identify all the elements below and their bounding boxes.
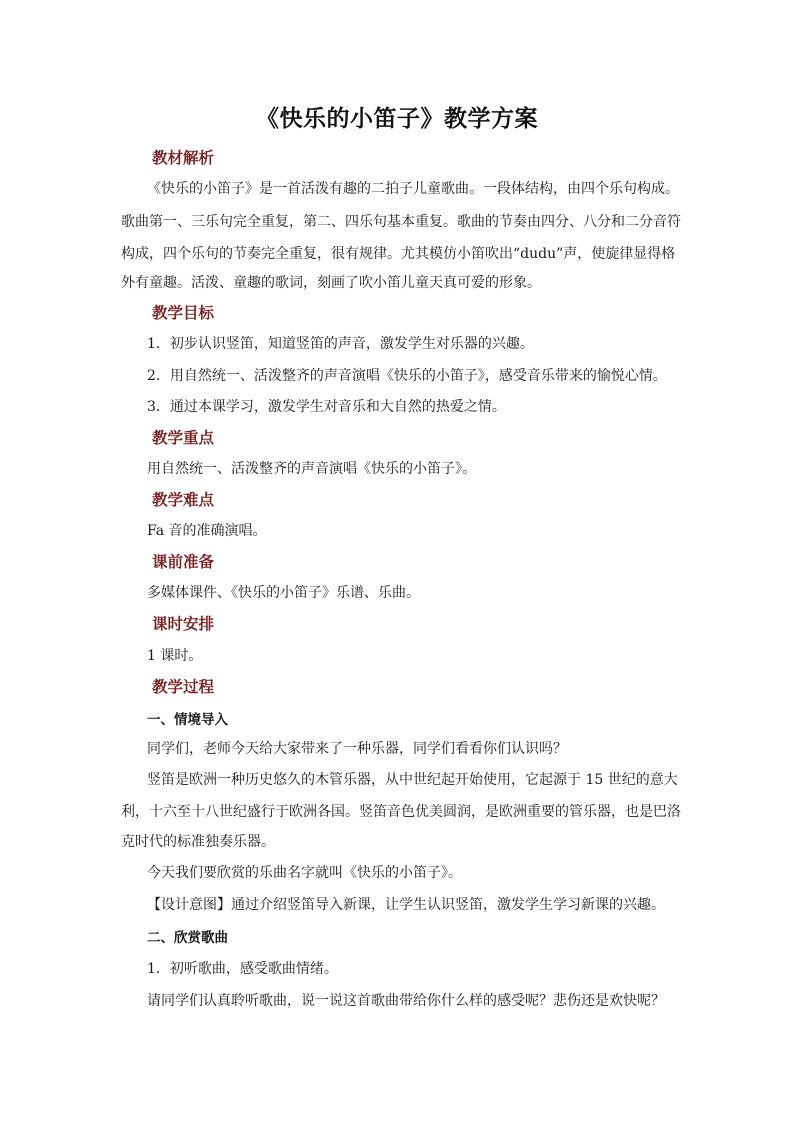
analysis-line-3: 构成，四个乐句的节奏完全重复，很有规律。尤其模仿小笛吹出“dudu”声，使旋律显得格	[121, 246, 676, 262]
heading-analysis: 教材解析	[152, 148, 215, 167]
heading-objectives: 教学目标	[152, 303, 215, 322]
step1-paragraph-2-line-1: 竖笛是欧洲一种历史悠久的木管乐器，从中世纪起开始使用，它起源于 15 世纪的意大	[147, 772, 678, 788]
document-title: 《快乐的小笛子》教学方案	[256, 105, 538, 132]
step1-paragraph-1: 同学们，老师今天给大家带来了一种乐器，同学们看看你们认识吗？	[147, 741, 567, 757]
analysis-line-4: 外有童趣。活泼、童趣的歌词，刻画了吹小笛儿童天真可爱的形象。	[121, 275, 541, 291]
key-points-text: 用自然统一、活泼整齐的声音演唱《快乐的小笛子》。	[147, 461, 476, 477]
preparation-text: 多媒体课件、《快乐的小笛子》乐谱、乐曲。	[147, 585, 420, 601]
step1-paragraph-3: 今天我们要欣赏的乐曲名字就叫《快乐的小笛子》。	[147, 865, 462, 881]
objective-item-2: 2．用自然统一、活泼整齐的声音演唱《快乐的小笛子》，感受音乐带来的愉悦心情。	[147, 368, 667, 384]
analysis-line-2: 歌曲第一、三乐句完全重复，第二、四乐句基本重复。歌曲的节奏由四分、八分和二分音符	[121, 214, 681, 230]
step1-heading: 一、情境导入	[147, 712, 228, 728]
heading-process: 教学过程	[152, 677, 215, 696]
step1-design-intent: 【设计意图】通过介绍竖笛导入新课，让学生认识竖笛，激发学生学习新课的兴趣。	[147, 897, 665, 913]
heading-schedule: 课时安排	[152, 614, 215, 633]
heading-difficulties: 教学难点	[152, 490, 215, 509]
difficulties-text: Fa 音的准确演唱。	[147, 523, 267, 539]
objective-item-3: 3．通过本课学习，激发学生对音乐和大自然的热爱之情。	[147, 399, 506, 415]
objective-item-1: 1．初步认识竖笛，知道竖笛的声音，激发学生对乐器的兴趣。	[147, 336, 534, 352]
step2-heading: 二、欣赏歌曲	[147, 930, 228, 946]
step1-paragraph-2-line-2: 利，十六至十八世纪盛行于欧洲各国。竖笛音色优美圆润，是欧洲重要的管乐器，也是巴洛	[121, 804, 681, 820]
analysis-line-1: 《快乐的小笛子》是一首活泼有趣的二拍子儿童歌曲。一段体结构，由四个乐句构成。	[147, 181, 679, 197]
heading-key-points: 教学重点	[152, 428, 215, 447]
schedule-text: 1 课时。	[147, 648, 203, 664]
step2-paragraph-1: 请同学们认真聆听歌曲，说一说这首歌曲带给你什么样的感受呢？悲伤还是欢快呢？	[147, 993, 665, 1009]
step1-paragraph-2-line-3: 克时代的标准独奏乐器。	[121, 834, 275, 850]
step2-item-1: 1．初听歌曲，感受歌曲情绪。	[147, 961, 338, 977]
heading-preparation: 课前准备	[152, 552, 215, 571]
